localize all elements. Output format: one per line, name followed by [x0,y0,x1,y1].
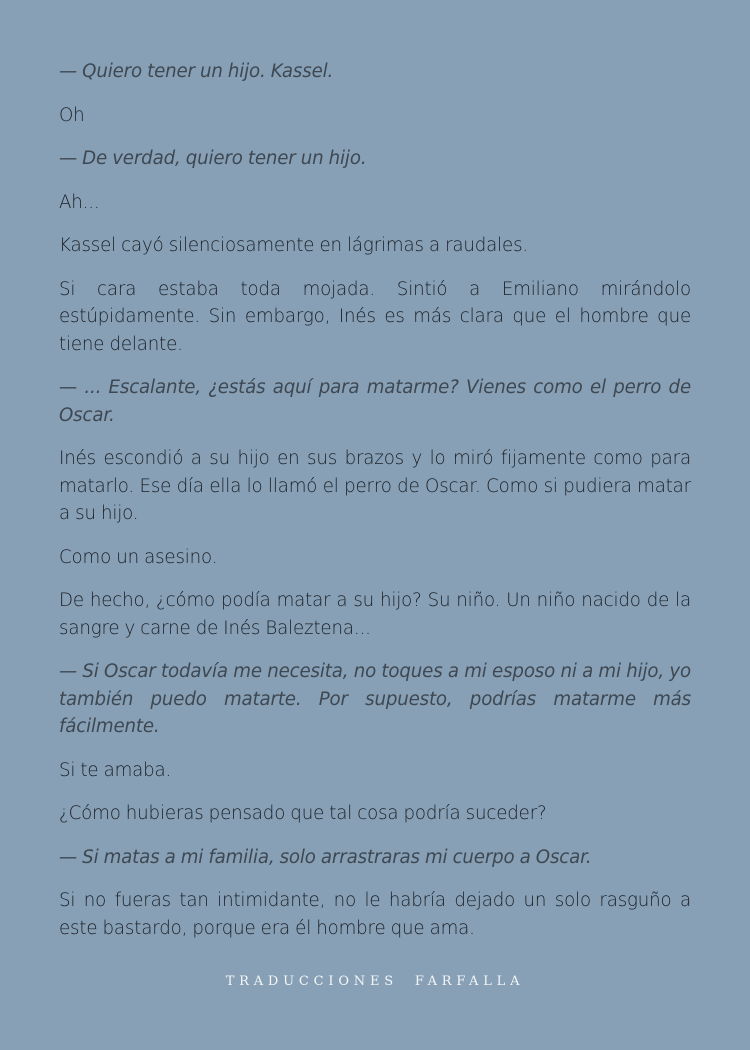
narration-paragraph: Si no fueras tan intimidante, no le habría dejado un solo rasguño a este bastardo, porque era él hombre que ama. [59,890,691,939]
translator-credit-footer: TRADUCCIONES FARFALLA [225,974,525,989]
document-page [59,58,691,958]
narration-paragraph: Si te amaba. [59,759,172,781]
dialogue-paragraph: — Si matas a mi familia, solo arrastraras mi cuerpo a Oscar. [59,846,592,868]
narration-paragraph: Como un asesino. [59,546,218,568]
dialogue-paragraph: — Si Oscar todavía me necesita, no toques a mi esposo ni a mi hijo, yo también puedo matarte. Por supuesto, podrías matarme más fácilmente. [59,661,691,737]
narration-paragraph: Ah... [59,191,100,213]
narration-paragraph: De hecho, ¿cómo podía matar a su hijo? Su niño. Un niño nacido de la sangre y carne de Inés Baleztena... [59,590,691,639]
narration-paragraph: Oh [59,104,85,126]
narration-paragraph: ¿Cómo hubieras pensado que tal cosa podría suceder? [59,803,547,824]
dialogue-paragraph: — Quiero tener un hijo. Kassel. [59,61,334,82]
narration-paragraph: Inés escondió a su hijo en sus brazos y lo miró fijamente como para matarlo. Ese día ella lo llamó el perro de Oscar. Como si pudiera matar a su hijo. [59,448,691,524]
dialogue-paragraph: — ... Escalante, ¿estás aquí para matarme? Vienes como el perro de Oscar. [59,377,691,426]
narration-paragraph: Si cara estaba toda mojada. Sintió a Emiliano mirándolo estúpidamente. Sin embargo, Inés es más clara que el hombre que tiene delante. [59,278,691,355]
narration-paragraph: Kassel cayó silenciosamente en lágrimas a raudales. [59,235,529,256]
dialogue-paragraph: — De verdad, quiero tener un hijo. [59,148,367,169]
